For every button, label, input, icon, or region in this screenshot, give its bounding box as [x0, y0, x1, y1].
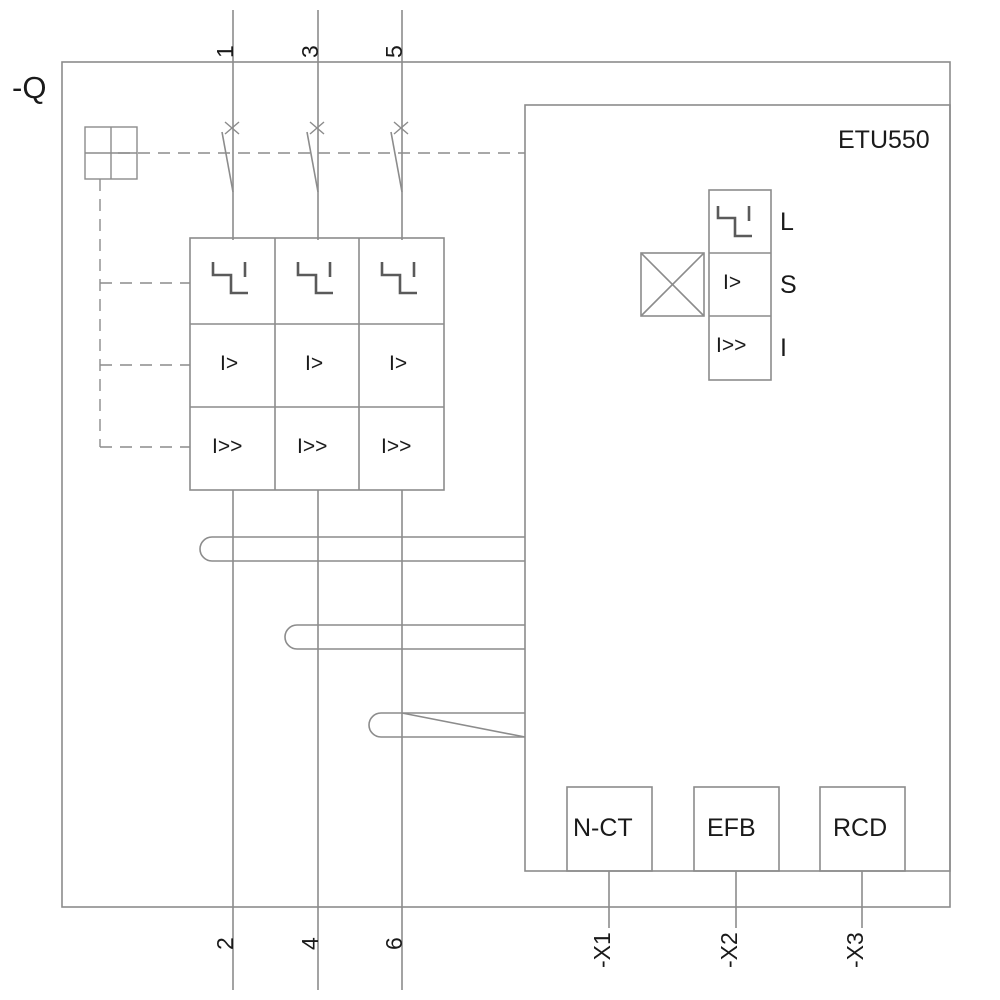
etu-device-label: ETU550	[838, 126, 930, 154]
etu-symbol-I: I>>	[716, 334, 747, 357]
terminal-label-top-1: 1	[212, 45, 238, 58]
terminal-label-top-5: 5	[381, 45, 407, 58]
terminal-label-bottom-4: 4	[297, 937, 323, 950]
module-terminal-leads	[609, 871, 862, 928]
terminal-label-top-3: 3	[297, 45, 323, 58]
device-enclosure	[62, 62, 950, 907]
page-title: -Q	[12, 70, 47, 105]
etu-symbol-S: I>	[723, 271, 742, 294]
contact-break-marks	[225, 122, 408, 134]
overcurrent-symbol-pole-1: I>	[220, 352, 239, 375]
etu-box	[525, 105, 950, 871]
etu-function-label-I: I	[780, 334, 787, 362]
terminal-label-x2: -X2	[716, 932, 742, 968]
terminal-label-x1: -X1	[589, 932, 615, 968]
overcurrent-symbol-pole-3: I>	[389, 352, 408, 375]
etu-release-stack	[641, 190, 771, 380]
etu-function-label-S: S	[780, 271, 797, 299]
terminal-label-bottom-2: 2	[212, 937, 238, 950]
terminal-label-bottom-6: 6	[381, 937, 407, 950]
overcurrent-symbol-pole-2: I>	[305, 352, 324, 375]
ct-coupling-loops	[200, 537, 525, 737]
terminal-label-x3: -X3	[842, 932, 868, 968]
contact-arm-1	[222, 132, 233, 192]
contact-arm-5	[391, 132, 402, 192]
shortcircuit-symbol-pole-3: I>>	[381, 435, 412, 458]
shortcircuit-symbol-pole-2: I>>	[297, 435, 328, 458]
shortcircuit-symbol-pole-1: I>>	[212, 435, 243, 458]
module-label-rcd: RCD	[833, 814, 888, 842]
trip-bus-dashed	[100, 179, 190, 447]
etu-thermal-symbol	[718, 206, 752, 236]
contact-arm-3	[307, 132, 318, 192]
module-label-n-ct: N-CT	[573, 814, 633, 842]
etu-function-label-L: L	[780, 208, 794, 236]
operating-mechanism-symbol	[85, 127, 137, 179]
module-label-efb: EFB	[707, 814, 756, 842]
thermal-release-symbols	[213, 262, 417, 293]
